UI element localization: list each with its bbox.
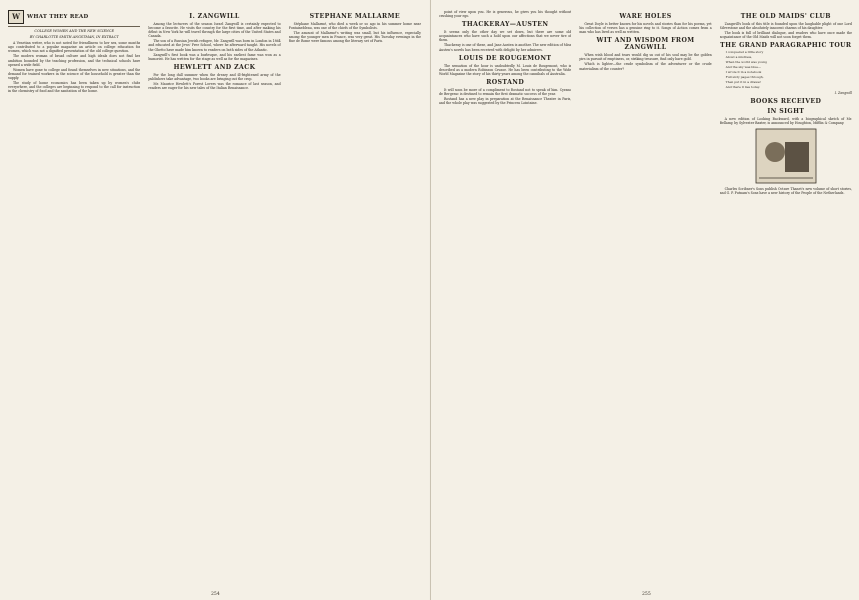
poem-line: I conquered a little story bbox=[725, 50, 764, 55]
left-column-1 bbox=[8, 10, 140, 586]
article-title: I. ZANGWILL bbox=[189, 13, 240, 20]
page-number: 254 bbox=[211, 592, 220, 597]
article-title: WIT AND WISDOM FROM ZANGWILL bbox=[596, 37, 695, 52]
article-title: ROSTAND bbox=[486, 78, 525, 86]
article-title: THE GRAND PARAGRAPHIC TOUR bbox=[720, 42, 852, 50]
right-column-1 bbox=[439, 10, 571, 586]
left-column-3 bbox=[289, 10, 421, 586]
article-paragraph: The study of home economics has been taken up by women's clubs everywhere, and the colleges are beginning to respond to the call for instruction in the chemistry of food and the sanitation of the home. bbox=[8, 81, 141, 94]
poem-line: About a mistress, bbox=[725, 55, 753, 60]
poem-signature: I. Zangwill bbox=[834, 90, 852, 95]
page-number: 255 bbox=[642, 592, 651, 597]
article-title: COLLEGE WOMEN AND THE NEW SCIENCE bbox=[34, 29, 114, 33]
article-title: THACKERAY—AUSTEN bbox=[461, 21, 549, 29]
poem bbox=[720, 51, 852, 89]
section-header-label: WHAT THEY READ bbox=[27, 13, 89, 20]
article-paragraph: Rostand has a new play in preparation at the Renaissance Theatre in Paris, and the whole play was suggested by the Princess Lointaine. bbox=[439, 97, 572, 106]
article-paragraph: It seems only the other day we set down, but there are some old acquaintances who have such a hold upon our affections that we never tire of them. bbox=[439, 30, 572, 43]
article-paragraph: For the long dull summer when the dreary and ill-frightened army of the publishers take advantage, two books are bringing out the crop. bbox=[148, 72, 281, 81]
article-paragraph: Zangwill's first book was a burlesque, and his earliest fame was won as a humorist. He has written for the stage as well as for the magazines. bbox=[148, 52, 281, 61]
article-paragraph: A new edition of Looking Backward, with a biographical sketch of Mr. Bellamy, by Sylvester Baxter, is announced by Houghton, Mifflin & Company. bbox=[719, 116, 852, 125]
article-paragraph: Stéphane Mallarmé, who died a week or so ago in his summer home near Fontainebleau, was one of the chiefs of the Symbolists. bbox=[288, 22, 421, 31]
article-paragraph: The son of a Russian Jewish refugee, Mr. Zangwill was born in London in 1864 and educated at the Jews' Free School, where he afterward taught. His novels of the Ghetto have made him known to readers on both sides of the Atlantic. bbox=[148, 39, 281, 52]
article-paragraph: Which is lighter—the crude symbolism of the adventurer or the crude materialism of the counter? bbox=[579, 62, 712, 71]
article-paragraph: The sensation of the hour is undoubtedly M. Louis de Rougemont, who is described as a modern Robinson Crusoe. He has been contributing to the Wide World Magazine the story of his thirty years among the cannibals of Australia. bbox=[439, 63, 572, 76]
article-title: HEWLETT AND ZACK bbox=[173, 63, 256, 71]
article-paragraph: The amount of Mallarmé's writing was small, but his influence, especially among the younger men in France, was very great. His Tuesday evenings in the Rue de Rome were famous among the literary set of Paris. bbox=[288, 31, 421, 44]
article-title: LOUIS DE ROUGEMONT bbox=[458, 54, 552, 62]
left-column-2 bbox=[148, 10, 280, 586]
article-title: IN SIGHT bbox=[767, 107, 805, 115]
poem-line: When the world was young bbox=[725, 60, 767, 65]
divider bbox=[8, 26, 140, 27]
poem-line: Then put it in a drawer bbox=[725, 79, 761, 84]
section-header bbox=[8, 10, 140, 24]
article-title: BOOKS RECEIVED bbox=[750, 97, 822, 105]
article-paragraph: The modern woman of broad culture and high ideals does not find her ambition bounded by the teaching profession, and the technical schools have opened a wide field. bbox=[8, 54, 141, 67]
article-paragraph: Women have gone to college and found themselves in new situations, and the demand for trained workers in the science of the household is greater than the supply. bbox=[8, 67, 141, 80]
decorative-illustration-icon bbox=[755, 128, 817, 184]
article-paragraph: Among the lecturers of the season Israel Zangwill is certainly expected to become a favorite. He visits the country for the first time, and after making his début in New York he will travel through the large cities of the United States and Canada. bbox=[148, 22, 281, 39]
article-paragraph: It will soon be more of a compliment to Rostand not to speak of him. Cyrano de Bergerac is destined to remain the first dramatic success of the year. bbox=[439, 87, 572, 97]
article-paragraph: Charles Scribner's Sons publish Octave Thanet's new volume of short stories, and G. P. Putnam's Sons have a new history of the People of the Netherlands. bbox=[719, 186, 852, 195]
article-paragraph: Mr. Maurice Hewlett's Forest Lovers was the romance of last season, and readers are eager for his new tales of the Italian Renaissance. bbox=[148, 82, 281, 91]
article-title: THE OLD MAIDS' CLUB bbox=[740, 13, 831, 20]
header-ornament-icon: W bbox=[8, 10, 24, 24]
right-page bbox=[430, 0, 859, 600]
article-paragraph: A Venetian writer, who is not noted for friendliness to her sex, some months ago contributed to a popular magazine an article on college education for women, which was not a dignified presentation of the old college question. bbox=[8, 41, 141, 54]
poem-line: I wrote it in a notebook bbox=[725, 70, 762, 74]
article-paragraph: When wish blood and tears would dig us out of his soul may be the golden pirs in pursuit of emptiness, or, striking treasure, find only bare gold. bbox=[579, 53, 712, 62]
article-title: WARE HOLES bbox=[619, 13, 672, 20]
article-byline: BY CHARLOTTE SMITH ANGSTMAN, IN EXTRACT bbox=[29, 35, 119, 40]
poem-line: And there it lies today. bbox=[725, 84, 760, 89]
article-paragraph: Thackeray is one of these, and Jane Austen is another. The new edition of Miss Austen's novels has been received with delight by her admirers. bbox=[439, 43, 572, 52]
article-paragraph: point of view upon you. He is generous, he gives you his thought without crushing your ego. bbox=[439, 10, 572, 19]
article-title: STEPHANE MALLARME bbox=[309, 13, 400, 20]
article-paragraph: Great Doyle is better known for his novels and stories than for his poems, yet his collection of verses has a genuine ring to it. Songs of Action comes from a man who has lived as well as written. bbox=[579, 22, 712, 35]
left-page bbox=[0, 0, 429, 600]
right-column-2 bbox=[579, 10, 711, 586]
poem-line: And the sky was blue— bbox=[725, 65, 761, 70]
article-paragraph: The book is full of brilliant dialogue, and readers who have once made the acquaintance of the Old Maids will not soon forget them. bbox=[719, 31, 852, 40]
article-paragraph: Zangwill's book of this title is founded upon the laughable plight of one Lord Silverstone and the absolutely innocent charms of his daughter. bbox=[719, 22, 852, 31]
poem-line: Full sixty pages through, bbox=[725, 74, 764, 79]
right-column-3 bbox=[720, 10, 852, 586]
